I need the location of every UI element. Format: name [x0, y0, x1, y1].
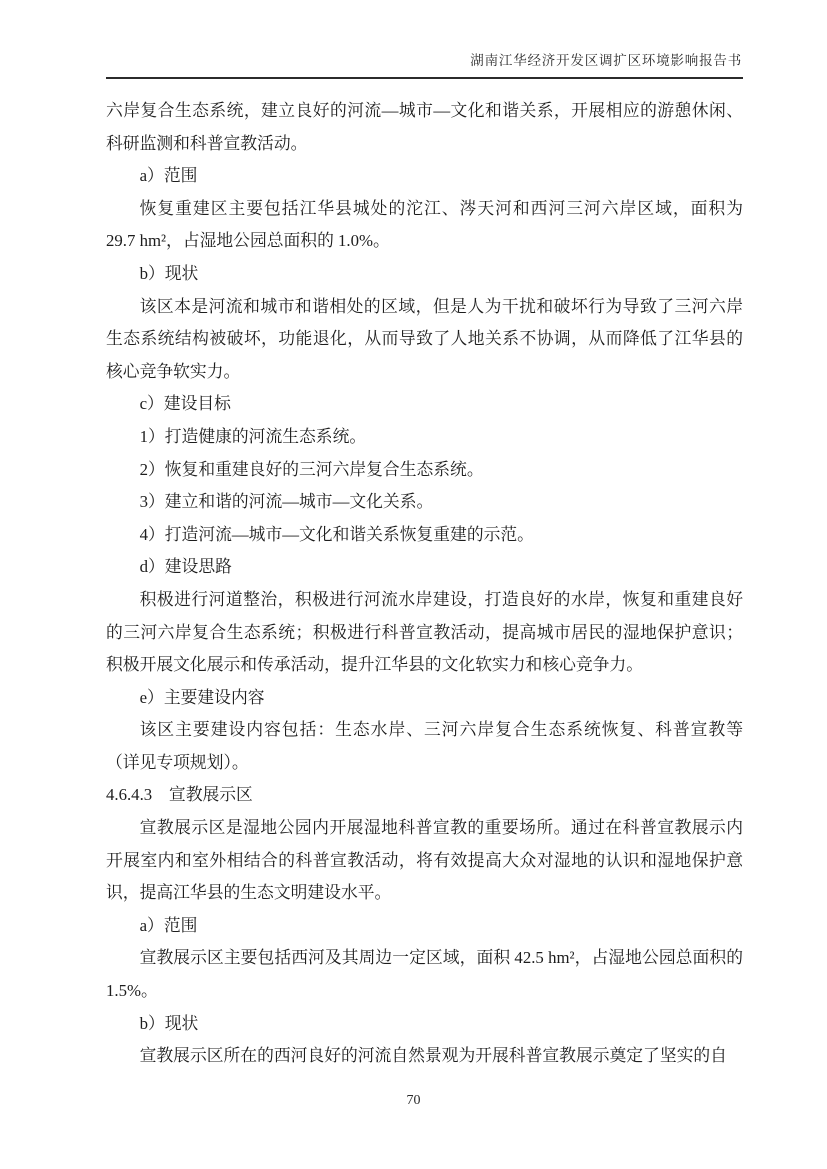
- list-label: e）主要建设内容: [139, 687, 265, 707]
- list-label: d）建设思路: [139, 557, 232, 577]
- list-label: c）建设目标: [139, 394, 231, 414]
- paragraph: 积极进行河道整治，积极进行河流水岸建设，打造良好的水岸，恢复和重建良好的三河六岸复合生态系统；积极进行科普宣教活动，提高城市居民的湿地保护意识；积极开展文化展示和传承活动，提升江华县的文化软实力和核心竞争力。: [106, 589, 743, 675]
- numbered-item: 1）打造健康的河流生态系统。: [139, 426, 367, 446]
- paragraph: 该区本是河流和城市和谐相处的区域，但是人为干扰和破坏行为导致了三河六岸生态系统结构被破坏，功能退化，从而导致了人地关系不协调，从而降低了江华县的核心竞争软实力。: [106, 296, 743, 381]
- list-label: a）范围: [139, 915, 198, 935]
- header-title: 湖南江华经济开发区调扩区环境影响报告书: [470, 53, 742, 68]
- paragraph: 恢复重建区主要包括江华县城处的沱江、涔天河和西河三河六岸区域，面积为 29.7 hm²，占湿地公园总面积的 1.0%。: [106, 198, 743, 251]
- numbered-item: 2）恢复和重建良好的三河六岸复合生态系统。: [139, 459, 484, 479]
- list-label: a）范围: [139, 166, 198, 186]
- numbered-item: 4）打造河流—城市—文化和谐关系恢复重建的示范。: [139, 524, 534, 544]
- paragraph: 宣教展示区是湿地公园内开展湿地科普宣教的重要场所。通过在科普宣教展示内开展室内和室外相结合的科普宣教活动，将有效提高大众对湿地的认识和湿地保护意识，提高江华县的生态文明建设水平。: [106, 818, 743, 903]
- section-heading: 4.6.4.3 宣教展示区: [106, 785, 253, 805]
- paragraph: 该区主要建设内容包括：生态水岸、三河六岸复合生态系统恢复、科普宣教等（详见专项规划）。: [106, 720, 743, 772]
- page-header: [106, 51, 742, 71]
- page-number: 70: [406, 1093, 421, 1108]
- paragraph: 六岸复合生态系统，建立良好的河流—城市—文化和谐关系，开展相应的游憩休闲、科研监测和科普宣教活动。: [106, 101, 743, 153]
- page-footer: [0, 1091, 827, 1111]
- list-label: b）现状: [139, 1013, 199, 1033]
- paragraph: 宣教展示区所在的西河良好的河流自然景观为开展科普宣教展示奠定了坚实的自: [139, 1046, 727, 1066]
- document-body: [106, 95, 743, 1073]
- header-rule: [106, 77, 743, 79]
- numbered-item: 3）建立和谐的河流—城市—文化关系。: [139, 492, 434, 512]
- list-label: b）现状: [139, 263, 199, 283]
- paragraph: 宣教展示区主要包括西河及其周边一定区域，面积 42.5 hm²，占湿地公园总面积的 1.5%。: [106, 948, 743, 1001]
